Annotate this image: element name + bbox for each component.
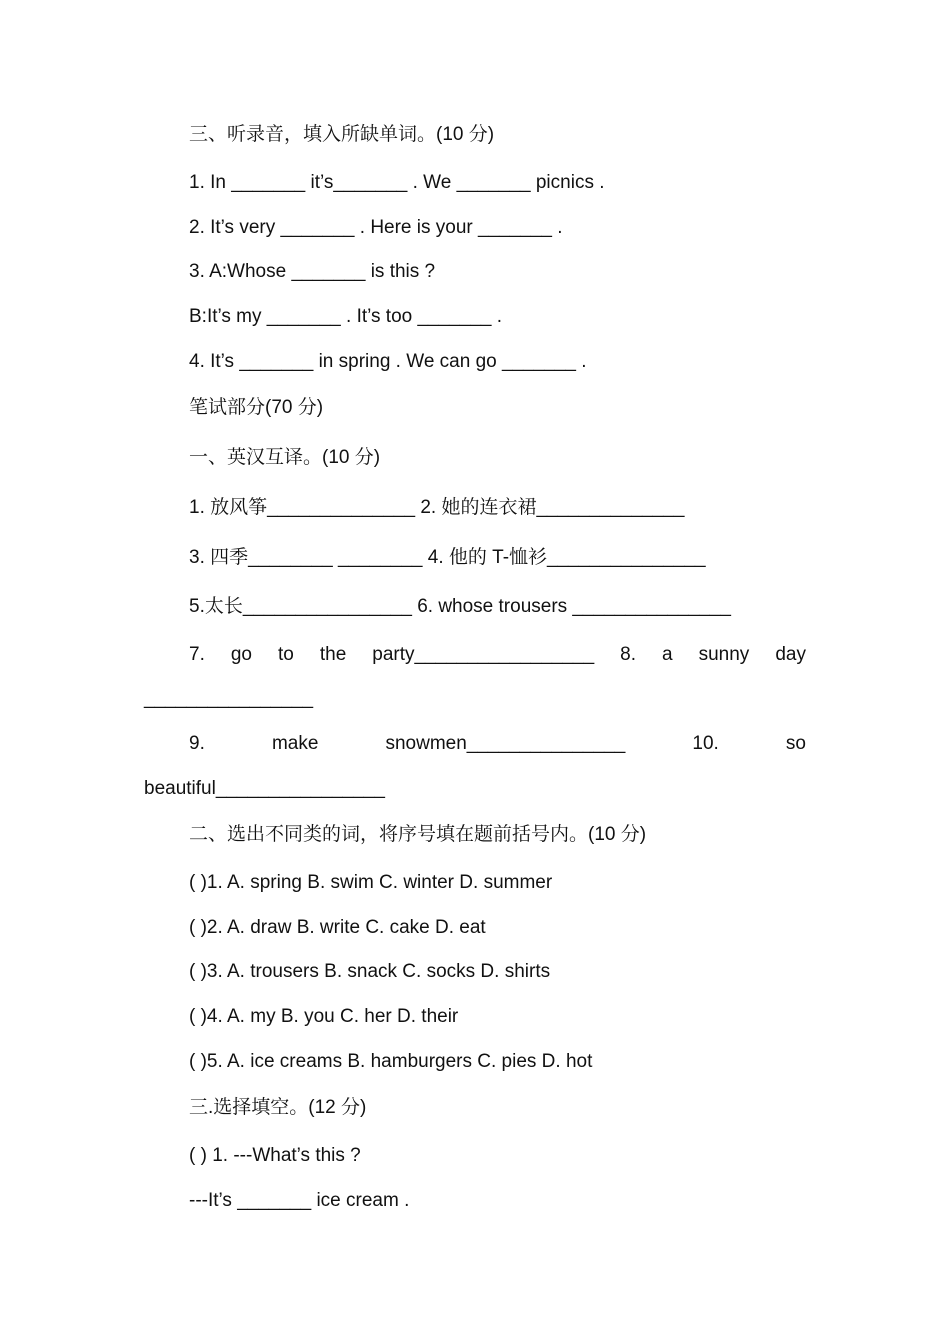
multiple-choice-item-1-answer: ---It’s _______ ice cream . (189, 1190, 410, 1211)
word: make (271, 733, 319, 754)
translation-items-1-2: 1. 放风筝______________ 2. 她的连衣裙______________ (189, 497, 685, 518)
word: 9. (189, 733, 205, 754)
word: snowmen_______________ (385, 733, 626, 754)
word: to (278, 644, 294, 665)
odd-one-out-item-2: ( )2. A. draw B. write C. cake D. eat (189, 917, 486, 938)
multiple-choice-item-1-question: ( ) 1. ---What’s this ? (189, 1145, 361, 1166)
word: so (785, 733, 806, 754)
section-multiple-choice-heading: 三.选择填空。(12 分) (189, 1097, 367, 1118)
listening-item-4: 4. It’s _______ in spring . We can go _______ . (189, 351, 587, 372)
word: the (319, 644, 347, 665)
listening-item-2: 2. It’s very _______ . Here is your _______ . (189, 217, 563, 238)
translation-items-7-8 (189, 643, 806, 667)
word: 10. (692, 733, 719, 754)
written-part-heading: 笔试部分(70 分) (189, 397, 324, 418)
odd-one-out-item-4: ( )4. A. my B. you C. her D. their (189, 1006, 459, 1027)
section-translation-heading: 一、英汉互译。(10 分) (189, 447, 381, 468)
word: day (775, 644, 806, 665)
word: a (662, 644, 673, 665)
odd-one-out-item-1: ( )1. A. spring B. swim C. winter D. summer (189, 872, 553, 893)
translation-items-3-4: 3. 四季________ ________ 4. 他的 T-恤衫_______________ (189, 547, 706, 568)
section-listening-heading: 三、听录音，填入所缺单词。(10 分) (189, 124, 495, 145)
word: sunny (698, 644, 750, 665)
translation-item-8-blank: ________________ (144, 688, 314, 709)
word: 7. (189, 644, 205, 665)
translation-items-9-10 (189, 732, 806, 756)
translation-items-5-6: 5.太长________________ 6. whose trousers _______________ (189, 596, 731, 617)
listening-item-3b: B:It’s my _______ . It’s too _______ . (189, 306, 503, 327)
listening-item-1: 1. In _______ it’s_______ . We _______ picnics . (189, 172, 605, 193)
word: 8. (620, 644, 637, 665)
odd-one-out-item-3: ( )3. A. trousers B. snack C. socks D. shirts (189, 961, 551, 982)
translation-item-10-cont: beautiful________________ (144, 778, 385, 799)
word: party_________________ (372, 644, 595, 665)
listening-item-3a: 3. A:Whose _______ is this ? (189, 261, 436, 282)
section-odd-one-out-heading: 二、选出不同类的词，将序号填在题前括号内。(10 分) (189, 824, 647, 845)
odd-one-out-item-5: ( )5. A. ice creams B. hamburgers C. pies D. hot (189, 1051, 593, 1072)
word: go (230, 644, 252, 665)
